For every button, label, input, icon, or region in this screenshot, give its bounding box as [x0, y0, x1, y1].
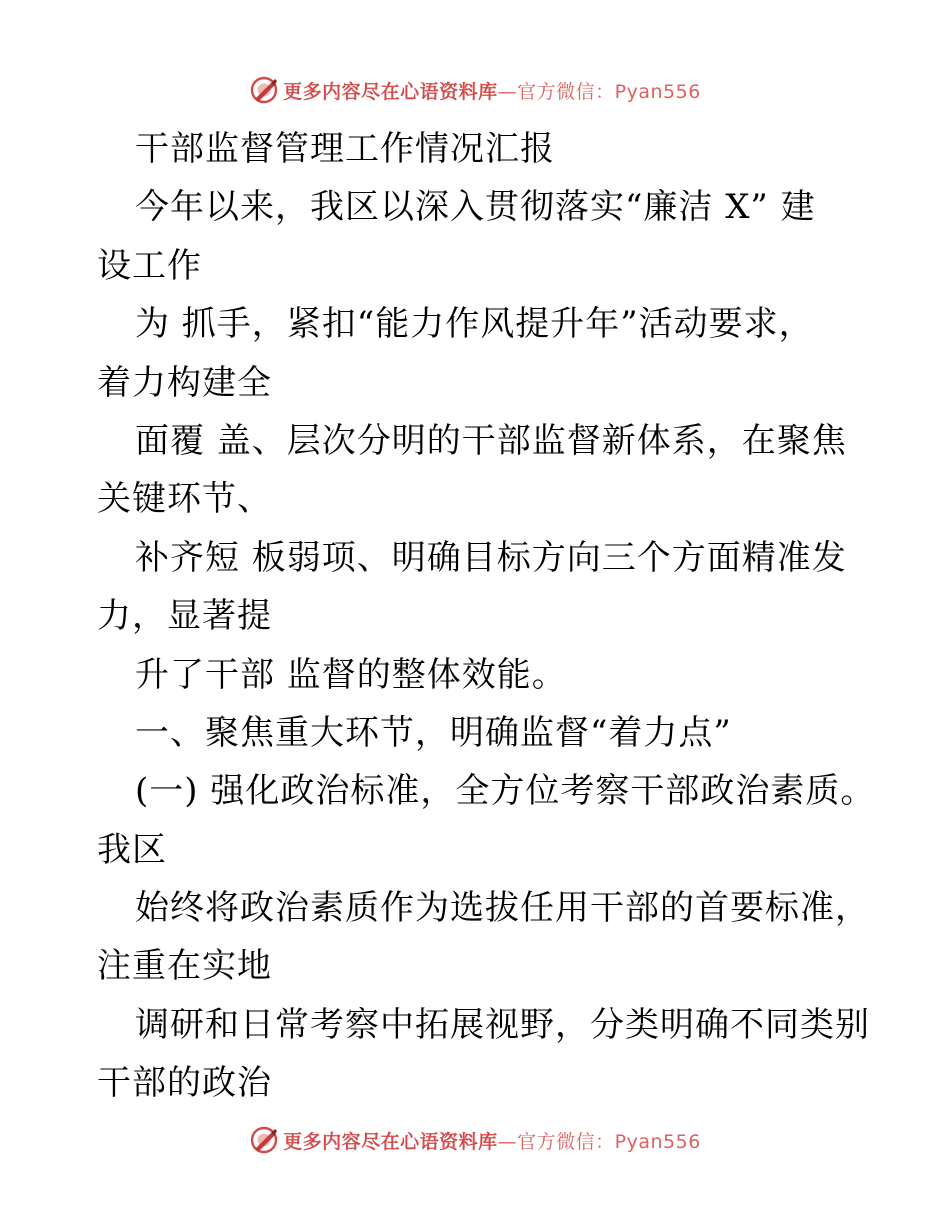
- paragraph-line: 注重在实地: [97, 946, 272, 987]
- paragraph-line: 关键环节、: [97, 479, 272, 520]
- pen-logo-icon: [249, 75, 279, 105]
- document-body: [97, 120, 876, 1113]
- section-heading: 一、聚焦重大环节，明确监督“着力点”: [135, 712, 732, 753]
- brand-name: 更多内容尽在心语资料库: [283, 80, 498, 103]
- header-watermark: [0, 72, 950, 108]
- brand-wechat: 官方微信：Pyan556: [517, 80, 701, 103]
- paragraph-line: 补齐短 板弱项、明确目标方向三个方面精准发: [135, 537, 847, 578]
- paragraph-line: 面覆 盖、层次分明的干部监督新体系，在聚焦: [135, 420, 847, 461]
- paragraph-line: 力，显著提: [97, 596, 272, 637]
- paragraph-line: 设工作: [97, 245, 202, 286]
- pen-logo-icon: [249, 1125, 279, 1155]
- brand-name: 更多内容尽在心语资料库: [283, 1130, 498, 1153]
- paragraph-line: 调研和日常考察中拓展视野，分类明确不同类别: [135, 1004, 870, 1045]
- footer-watermark: [0, 1122, 950, 1158]
- paragraph-line: 为 抓手，紧扣“能力作风提升年”活动要求，: [135, 304, 814, 345]
- paragraph-line: 干部的政治: [97, 1063, 272, 1104]
- paragraph-line: 今年以来，我区以深入贯彻落实“廉洁 X” 建: [135, 187, 816, 228]
- document-title: 干部监督管理工作情况汇报: [135, 129, 555, 169]
- paragraph-line: 我区: [97, 829, 167, 870]
- subsection-heading: (一) 强化政治标准，全方位考察干部政治素质。: [135, 771, 876, 812]
- paragraph-line: 始终将政治素质作为选拔任用干部的首要标准，: [135, 888, 870, 929]
- brand-separator: —: [497, 80, 518, 103]
- brand-wechat: 官方微信：Pyan556: [517, 1130, 701, 1153]
- paragraph-line: 着力构建全: [97, 362, 272, 403]
- paragraph-line: 升了干部 监督的整体效能。: [135, 654, 567, 695]
- brand-separator: —: [497, 1130, 518, 1153]
